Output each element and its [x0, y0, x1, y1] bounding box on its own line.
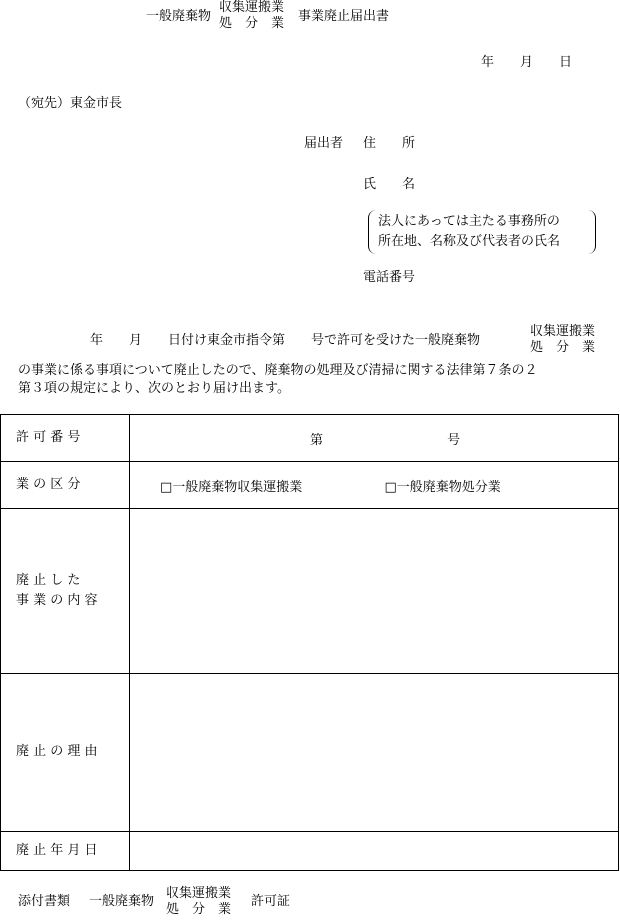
permit-number-suffix: 号 — [447, 432, 461, 448]
phone-label: 電話番号 — [363, 270, 416, 285]
body-option-top: 収集運搬業 — [530, 324, 596, 339]
business-content-cell[interactable] — [130, 509, 619, 674]
notification-table — [0, 414, 619, 871]
title-option-stack — [219, 1, 284, 30]
address-label: 住 所 — [363, 136, 416, 151]
addressee: （宛先）東金市長 — [18, 96, 123, 111]
attachment-option-stack — [166, 887, 231, 916]
abolition-date-cell[interactable] — [130, 832, 619, 871]
business-type-option2[interactable]: □一般廃棄物処分業 — [384, 479, 501, 495]
attachment-suffix: 許可証 — [251, 894, 291, 909]
permit-number-cell[interactable] — [130, 415, 619, 462]
business-content-label-line2: 事 業 の 内 容 — [16, 593, 98, 608]
attachment-option-top: 収集運搬業 — [166, 886, 232, 901]
body-line1-main: 年 月 日付け東金市指令第 号で許可を受けた一般廃棄物 — [90, 333, 481, 348]
permit-number-row — [1, 415, 619, 462]
attachment-prefix: 一般廃棄物 — [89, 894, 155, 909]
body-line2: の事業に係る事項について廃止したので、廃棄物の処理及び清掃に関する法律第７条の２ — [18, 363, 538, 378]
corp-note-line2: 所在地、名称及び代表者の氏名 — [378, 234, 561, 249]
business-type-cell — [130, 462, 619, 509]
business-content-label-line1: 廃 止 し た — [16, 572, 81, 588]
business-content-row — [1, 509, 619, 674]
business-type-row — [1, 462, 619, 509]
body-line3: 第３項の規定により、次のとおり届け出ます。 — [18, 381, 290, 396]
attachment-label: 添付書類 — [18, 894, 71, 909]
reason-cell[interactable] — [130, 674, 619, 832]
title-option-bottom: 処 分 業 — [219, 16, 285, 31]
abolition-date-label: 廃 止 年 月 日 — [1, 832, 130, 871]
business-content-label — [1, 509, 130, 674]
title-suffix: 事業廃止届出書 — [298, 9, 390, 24]
body-option-stack — [530, 325, 595, 354]
abolition-date-row — [1, 832, 619, 871]
name-label: 氏 名 — [363, 177, 416, 192]
applicant-role-label: 届出者 — [304, 136, 344, 151]
body-option-bottom: 処 分 業 — [530, 340, 596, 355]
business-type-option1[interactable]: □一般廃棄物収集運搬業 — [160, 479, 303, 495]
reason-row — [1, 674, 619, 832]
attachment-option-bottom: 処 分 業 — [166, 902, 232, 917]
corp-note-line1: 法人にあっては主たる事務所の — [378, 214, 560, 229]
permit-number-prefix: 第 — [310, 432, 324, 448]
title-prefix: 一般廃棄物 — [146, 9, 212, 24]
business-type-label: 業 の 区 分 — [1, 462, 130, 509]
reason-label: 廃 止 の 理 由 — [1, 674, 130, 832]
title-option-top: 収集運搬業 — [219, 0, 285, 15]
date-line: 年 月 日 — [481, 55, 573, 70]
permit-number-label: 許 可 番 号 — [1, 415, 130, 462]
